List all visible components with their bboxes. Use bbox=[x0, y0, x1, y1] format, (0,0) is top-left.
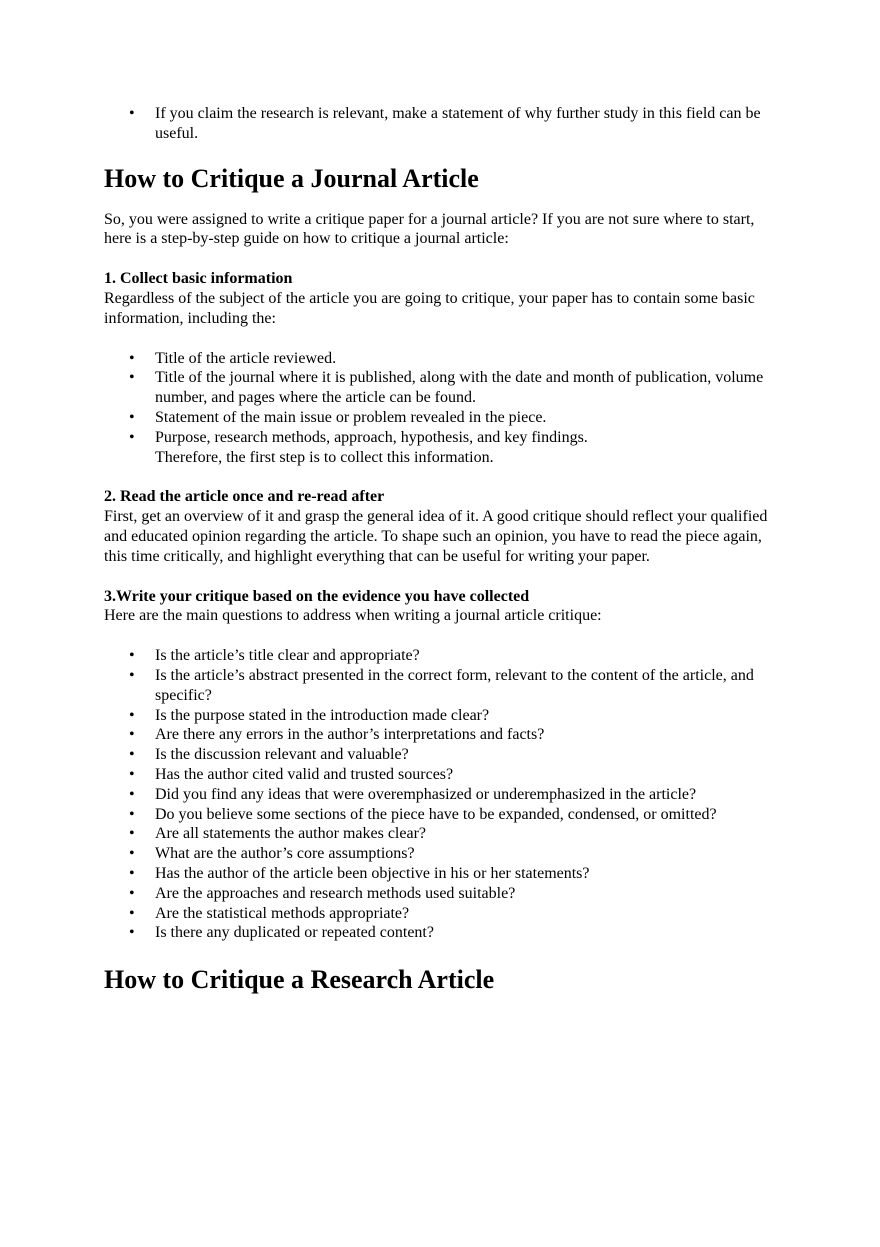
section-intro: So, you were assigned to write a critique paper for a journal article? If you are not sure where to start, here is a step-by-step guide on how to critique a journal article: bbox=[104, 210, 755, 248]
bullet-icon: • bbox=[129, 369, 135, 387]
bullet-icon: • bbox=[129, 428, 135, 446]
step-2-title: 2. Read the article once and re-read after bbox=[104, 488, 385, 506]
step-3 bbox=[104, 587, 784, 627]
bullet-icon: • bbox=[129, 647, 135, 665]
step-2 bbox=[104, 487, 784, 566]
bullet-icon: • bbox=[129, 825, 135, 843]
bullet-icon: • bbox=[129, 884, 135, 902]
bullet-icon: • bbox=[129, 666, 135, 684]
section-heading-journal: How to Critique a Journal Article bbox=[104, 163, 479, 193]
bullet-icon: • bbox=[129, 706, 135, 724]
step-1-after-bullets: Therefore, the first step is to collect this information. bbox=[155, 448, 494, 466]
bullet-icon: • bbox=[129, 105, 135, 122]
bullet-icon: • bbox=[129, 726, 135, 744]
bullet-icon: • bbox=[129, 864, 135, 882]
list-item: • Did you find any ideas that were overemphasized or underemphasized in the article? bbox=[129, 785, 697, 803]
list-item: • Title of the journal where it is published, along with the date and month of publication, volume number, and pages where the article can be found. bbox=[129, 369, 764, 407]
list-item: • Title of the article reviewed. bbox=[129, 349, 337, 367]
list-item: • Are the approaches and research methods used suitable? bbox=[129, 884, 516, 902]
step-1-text: Regardless of the subject of the article you are going to critique, your paper has to contain some basic information, including the: bbox=[104, 289, 755, 327]
step-1 bbox=[104, 269, 784, 328]
list-item: • Are all statements the author makes clear? bbox=[129, 825, 426, 843]
section-heading-research: How to Critique a Research Article bbox=[104, 965, 495, 995]
list-item: • Is the discussion relevant and valuable? bbox=[129, 746, 409, 764]
bullet-icon: • bbox=[129, 765, 135, 783]
intro-bullet-list bbox=[104, 104, 784, 144]
bullet-icon: • bbox=[129, 845, 135, 863]
step-3-title: 3.Write your critique based on the evidence you have collected bbox=[104, 587, 530, 605]
bullet-icon: • bbox=[129, 924, 135, 942]
list-item: • Is the article’s title clear and appropriate? bbox=[129, 647, 420, 665]
bullet-icon: • bbox=[129, 904, 135, 922]
bullet-icon: • bbox=[129, 805, 135, 823]
bullet-icon: • bbox=[129, 349, 135, 367]
step-2-text: First, get an overview of it and grasp the general idea of it. A good critique should reflect your qualified and educated opinion regarding the article. To shape such an opinion, you have to read the piece again, this time critically, and highlight everything that can be useful for writing your paper. bbox=[104, 508, 768, 565]
step-1-bullet-list bbox=[104, 349, 784, 448]
list-item: • If you claim the research is relevant, make a statement of why further study in this field can be useful. bbox=[129, 105, 761, 142]
list-item: • Is there any duplicated or repeated content? bbox=[129, 924, 434, 942]
list-item: • Are the statistical methods appropriate? bbox=[129, 904, 410, 922]
list-item: • Are there any errors in the author’s interpretations and facts? bbox=[129, 726, 545, 744]
list-item: • Statement of the main issue or problem revealed in the piece. bbox=[129, 408, 547, 426]
step-3-text: Here are the main questions to address when writing a journal article critique: bbox=[104, 607, 602, 625]
document-page bbox=[104, 104, 784, 995]
list-item: • Do you believe some sections of the piece have to be expanded, condensed, or omitted? bbox=[129, 805, 717, 823]
list-item: • Has the author cited valid and trusted sources? bbox=[129, 765, 454, 783]
list-item: • Is the purpose stated in the introduction made clear? bbox=[129, 706, 490, 724]
step-1-title: 1. Collect basic information bbox=[104, 270, 293, 288]
list-item: • Has the author of the article been objective in his or her statements? bbox=[129, 864, 590, 882]
bullet-icon: • bbox=[129, 785, 135, 803]
list-item: • Purpose, research methods, approach, hypothesis, and key findings. bbox=[129, 428, 588, 446]
list-item: • What are the author’s core assumptions? bbox=[129, 845, 415, 863]
list-item: • Is the article’s abstract presented in the correct form, relevant to the content of the article, and specific? bbox=[129, 666, 754, 704]
step-3-bullet-list bbox=[104, 646, 784, 943]
bullet-icon: • bbox=[129, 746, 135, 764]
bullet-icon: • bbox=[129, 408, 135, 426]
